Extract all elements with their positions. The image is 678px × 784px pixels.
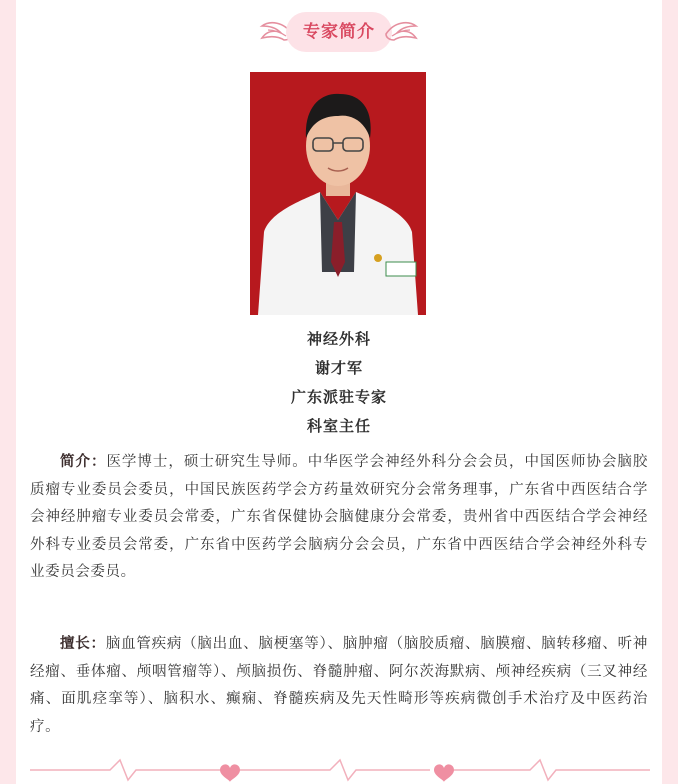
doctor-photo [250,72,426,315]
specialty-paragraph [30,631,648,741]
specialty-text: 脑血管疾病（脑出血、脑梗塞等）、脑肿瘤（脑胶质瘤、脑膜瘤、脑转移瘤、听神经瘤、垂体瘤、颅咽管瘤等）、颅脑损伤、脊髓肿瘤、阿尔茨海默病、颅神经疾病（三叉神经痛、面肌痉挛等）、脑积水、癫痫、脊髓疾病及先天性畸形等疾病微创手术治疗及中医药治疗。 [30,636,648,735]
intro-paragraph [30,449,648,587]
specialty-label: 擅长： [60,636,106,652]
wing-right-icon [380,12,420,52]
doctor-portrait-icon [250,72,426,315]
doctor-name: 谢才军 [314,359,363,377]
doctor-info [0,325,678,441]
heartbeat-divider-icon [30,756,650,784]
doctor-department: 神经外科 [306,330,371,348]
section-title: 专家简介 [286,12,392,52]
intro-label: 简介： [60,454,107,470]
doctor-position: 科室主任 [306,417,371,435]
section-header [258,8,420,58]
doctor-role: 广东派驻专家 [290,388,387,406]
intro-text: 医学博士，硕士研究生导师。中华医学会神经外科分会会员，中国医师协会脑胶质瘤专业委员会委员，中国民族医药学会方药量效研究分会常务理事，广东省中西医结合学会神经肿瘤专业委员会常委，广东省保健协会脑健康分会常委，贵州省中西医结合学会神经外科专业委员会常委，广东省中医药学会脑病分会会员，广东省中西医结合学会神经外科专业委员会委员。 [30,454,648,580]
